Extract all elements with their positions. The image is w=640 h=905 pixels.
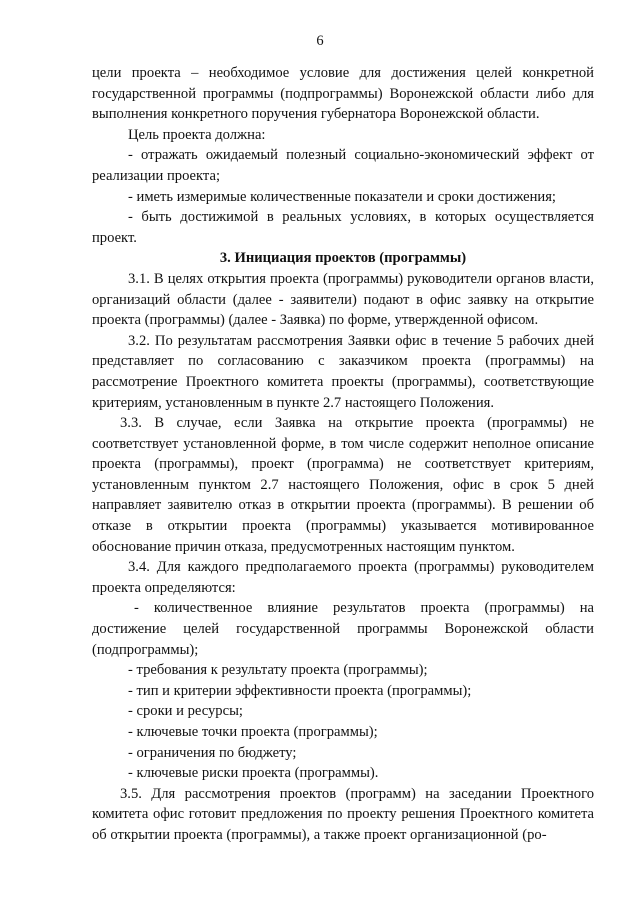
clause-3-1: 3.1. В целях открытия проекта (программы) руководители органов власти, организаций области (далее - заявители) подают в офис заявку на открытие проекта (программы) (далее - Заявка) по форме, утвержденной офисом. bbox=[92, 270, 594, 329]
paragraph-goal-requirements: Цель проекта должна: bbox=[128, 126, 266, 143]
clause-3-4-item: - ключевые риски проекта (программы). bbox=[128, 765, 379, 782]
clause-3-4-item: - сроки и ресурсы; bbox=[128, 703, 243, 720]
clause-3-4-item: - тип и критерии эффективности проекта (программы); bbox=[128, 682, 472, 699]
list-item-achievable: - быть достижимой в реальных условиях, в которых осуществляется проект. bbox=[92, 209, 594, 246]
clause-3-4-item: - ограничения по бюджету; bbox=[128, 744, 297, 761]
section-heading: 3. Инициация проектов (программы) bbox=[219, 250, 467, 267]
list-item-effect: - отражать ожидаемый полезный социально-экономический эффект от реализации проекта; bbox=[92, 147, 594, 184]
clause-3-4-item: - ключевые точки проекта (программы); bbox=[128, 724, 378, 740]
clause-3-2: 3.2. По результатам рассмотрения Заявки офис в течение 5 рабочих дней представляет по согласованию с заказчиком проекта (программы) на рассмотрение Проектного комитета проекты (программы), соответствующие критериям, установленным в пункте 2.7 настоящего Положения. bbox=[92, 332, 594, 411]
clause-3-4-item: - требования к результату проекта (программы); bbox=[128, 662, 428, 679]
page-number: 6 bbox=[316, 33, 324, 49]
page-body bbox=[92, 63, 594, 846]
list-item-measurable: - иметь измеримые количественные показатели и сроки достижения; bbox=[128, 188, 556, 205]
clause-3-4: 3.4. Для каждого предполагаемого проекта (программы) руководителем проекта определяются: bbox=[92, 559, 594, 596]
clause-3-3: 3.3. В случае, если Заявка на открытие проекта (программы) не соответствует установленной форме, в том числе содержит неполное описание проекта (программы), проект (программа) не соответствует критериям, установленным пунктом 2.7 настоящего Положения, офис в срок 5 дней направляет заявителю отказ в открытии проекта (программы). В решении об отказе в открытии проекта (программы) указывается мотивированное обоснование причин отказа, предусмотренных настоящим пунктом. bbox=[92, 415, 594, 555]
clause-3-5: 3.5. Для рассмотрения проектов (программ) на заседании Проектного комитета офис готовит предложения по проекту решения Проектного комитета об открытии проекта (программы), а также проект организационной (ро- bbox=[92, 785, 594, 843]
clause-3-4-item: - количественное влияние результатов проекта (программы) на достижение целей государственной программы Воронежской области (подпрограммы); bbox=[92, 600, 594, 658]
paragraph-goal-continuation: цели проекта – необходимое условие для достижения целей конкретной государственной программы (подпрограммы) Воронежской области либо для выполнения конкретного поручения губернатора Воронежской области. bbox=[92, 65, 594, 123]
